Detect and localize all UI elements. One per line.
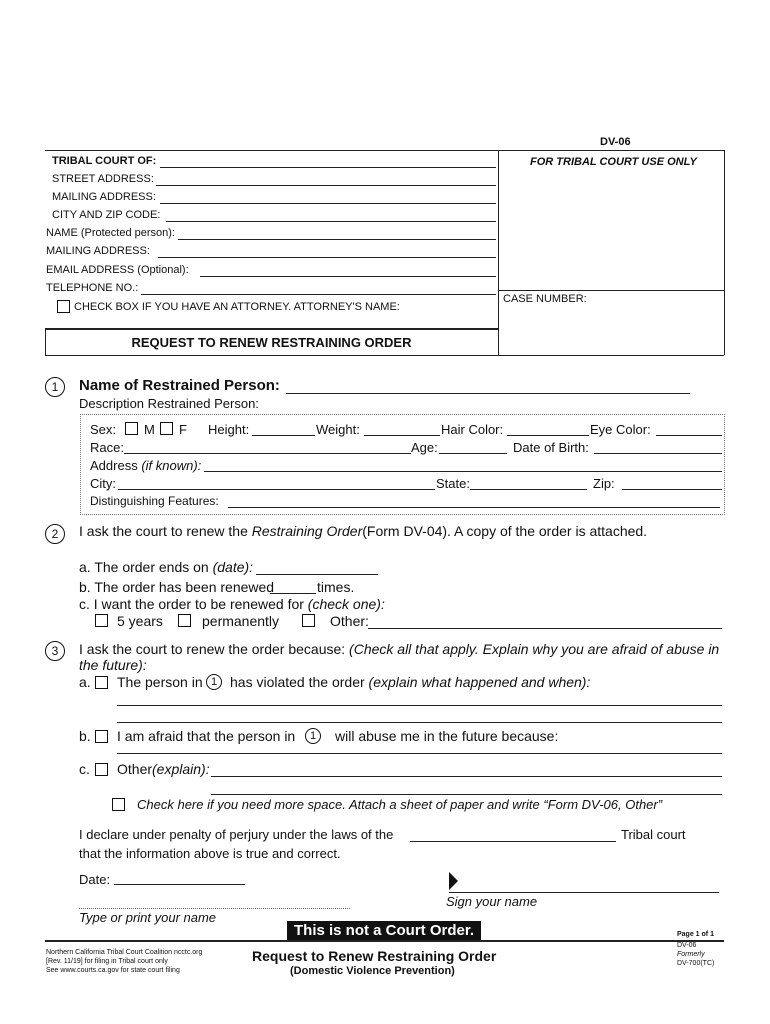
footer-page: Page 1 of 1 (677, 931, 714, 938)
mailing-address-field[interactable] (160, 203, 496, 204)
reason-a-line-2[interactable] (117, 722, 722, 723)
dob-label: Date of Birth: (513, 440, 589, 455)
reason-a-pre: The person in (117, 674, 203, 690)
header-top-border (45, 150, 724, 151)
reason-a-checkbox[interactable] (95, 676, 108, 689)
restrained-name-label: Name of Restrained Person: (79, 377, 280, 394)
reason-b-checkbox[interactable] (95, 730, 108, 743)
telephone-field[interactable] (141, 294, 496, 295)
section-2-text (79, 523, 647, 539)
reason-a-italic: (explain what happened and when): (368, 674, 591, 690)
footer-left-1: Northern California Tribal Court Coalition ncctc.org (46, 949, 203, 956)
telephone-label: TELEPHONE NO.: (46, 282, 139, 294)
city-label: City: (90, 476, 116, 491)
renew-permanently-checkbox[interactable] (178, 614, 191, 627)
hair-color-label: Hair Color: (441, 422, 504, 437)
name-protected-label: NAME (Protected person): (46, 227, 175, 239)
height-label: Height: (208, 422, 250, 437)
declare-line-2: that the information above is true and correct. (79, 846, 341, 861)
sign-arrow-icon (449, 872, 458, 890)
section-2-text-pre: I ask the court to renew the (79, 523, 252, 539)
email-label: EMAIL ADDRESS (Optional): (46, 264, 189, 276)
page-title: REQUEST TO RENEW RESTRAINING ORDER (131, 335, 412, 350)
print-name-field[interactable] (79, 908, 350, 909)
court-use-only: FOR TRIBAL COURT USE ONLY (530, 156, 697, 168)
weight-field[interactable] (364, 435, 440, 436)
order-ends-pre: a. The order ends on (79, 559, 213, 575)
footer-rule (45, 940, 724, 942)
header-right-border (724, 150, 725, 355)
case-number-label: CASE NUMBER: (503, 293, 587, 305)
state-field[interactable] (470, 489, 587, 490)
name-protected-field[interactable] (178, 239, 496, 240)
title-bottom-border (45, 355, 724, 356)
section-2-marker: 2 (45, 524, 65, 544)
features-field[interactable] (228, 507, 720, 508)
section-3-text-italic: (Check all that apply. Explain why you are afraid of abuse in (349, 641, 720, 657)
reason-b-ref: 1 (305, 728, 321, 744)
section-3-marker: 3 (45, 641, 65, 661)
order-ends-italic: (date): (212, 559, 254, 575)
declare-pre: I declare under penalty of perjury under the laws of the (79, 827, 394, 842)
sex-f-label: F (179, 422, 187, 437)
sign-name-label: Sign your name (446, 894, 538, 909)
section-3-text-italic-2: the future): (79, 657, 147, 673)
footer-subtitle: (Domestic Violence Prevention) (290, 965, 455, 977)
section-2-text-italic: Restraining Order (251, 523, 363, 539)
renew-other-checkbox[interactable] (302, 614, 315, 627)
not-court-order-banner: This is not a Court Order. (287, 921, 481, 940)
city-zip-field[interactable] (166, 221, 496, 222)
renew-for-pre: c. I want the order to be renewed for (79, 596, 308, 612)
restrained-name-field[interactable] (286, 393, 690, 394)
eye-color-label: Eye Color: (590, 422, 651, 437)
section-1-marker: 1 (45, 377, 65, 397)
tribal-court-field[interactable] (160, 167, 496, 168)
renew-for-italic: (check one): (307, 596, 385, 612)
address-label-group (90, 458, 201, 473)
renew-5-years-checkbox[interactable] (95, 614, 108, 627)
reason-c-line-2[interactable] (211, 794, 722, 795)
footer-form: DV-06 (677, 942, 697, 949)
reason-a-mid: has violated the order (230, 674, 369, 690)
street-address-field[interactable] (156, 185, 496, 186)
zip-label: Zip: (593, 476, 615, 491)
weight-label: Weight: (316, 422, 360, 437)
eye-color-field[interactable] (656, 435, 722, 436)
reason-c-line-1[interactable] (211, 776, 722, 777)
title-top-border (45, 328, 498, 330)
reason-c-letter: c. (79, 761, 90, 777)
date-field[interactable] (114, 884, 245, 885)
mailing-address-label: MAILING ADDRESS: (52, 191, 156, 203)
form-id: DV-06 (600, 136, 631, 148)
reason-c-pre: Other (117, 761, 153, 777)
sex-label: Sex: (90, 422, 117, 437)
renew-permanently-label: permanently (202, 613, 280, 629)
more-space-checkbox[interactable] (112, 798, 125, 811)
case-number-border (498, 290, 724, 291)
hair-color-field[interactable] (507, 435, 589, 436)
more-space-label: Check here if you need more space. Attach a sheet of paper and write “Form DV-06, Other” (137, 797, 663, 812)
order-ends-label (79, 559, 253, 575)
renewed-label: b. The order has been renewed (79, 579, 275, 595)
reason-b-line[interactable] (117, 753, 722, 754)
renewed-times-field[interactable] (270, 593, 316, 594)
renew-other-field[interactable] (368, 628, 722, 629)
address-label: Address (90, 458, 138, 473)
attorney-label: CHECK BOX IF YOU HAVE AN ATTORNEY. ATTORNEY'S NAME: (74, 301, 400, 313)
reason-a-ref: 1 (206, 674, 222, 690)
state-label: State: (436, 476, 470, 491)
header-divider (498, 150, 499, 355)
date-label: Date: (79, 872, 111, 887)
renew-other-label: Other: (330, 613, 369, 629)
sex-m-checkbox[interactable] (125, 422, 138, 435)
renew-for-label (79, 596, 385, 612)
reason-c-checkbox[interactable] (95, 763, 108, 776)
signature-field[interactable] (449, 892, 719, 893)
order-ends-field[interactable] (256, 574, 378, 575)
zip-field[interactable] (622, 489, 722, 490)
age-label: Age: (411, 440, 438, 455)
reason-a-letter: a. (79, 674, 91, 690)
tribal-court-label: TRIBAL COURT OF: (52, 155, 157, 167)
footer-form-block (677, 941, 714, 968)
section-3-text-pre: I ask the court to renew the order because: (79, 641, 350, 657)
reason-c-text (117, 761, 210, 777)
footer-formerly: Formerly (677, 951, 705, 958)
reason-b-pre: I am afraid that the person in (117, 728, 296, 744)
description-label: Description Restrained Person: (79, 396, 259, 411)
reason-a-line-1[interactable] (117, 705, 722, 706)
footer-formerly-id: DV-700(TC) (677, 960, 715, 967)
mailing-address2-label: MAILING ADDRESS: (46, 245, 150, 257)
email-field[interactable] (200, 276, 496, 277)
footer-left-2: [Rev. 11/19] for filing in Tribal court only (46, 958, 168, 965)
city-zip-label: CITY AND ZIP CODE: (52, 209, 161, 221)
renew-5-years-label: 5 years (117, 613, 163, 629)
footer-title: Request to Renew Restraining Order (252, 948, 497, 964)
court-name-field[interactable] (410, 841, 616, 842)
reason-b-post: will abuse me in the future because: (335, 728, 559, 744)
height-field[interactable] (252, 435, 315, 436)
city-field[interactable] (118, 489, 435, 490)
print-name-label: Type or print your name (79, 910, 217, 925)
street-address-label: STREET ADDRESS: (52, 173, 154, 185)
footer-left-3: See www.courts.ca.gov for state court filing (46, 967, 180, 974)
reason-a-text (230, 674, 590, 690)
section-3-text (79, 641, 724, 657)
section-2-text-post: (Form DV-04). A copy of the order is attached. (362, 523, 648, 539)
mailing-address2-field[interactable] (158, 257, 496, 258)
declare-post: Tribal court (621, 827, 686, 842)
reason-c-italic: (explain): (152, 761, 210, 777)
attorney-checkbox[interactable] (57, 300, 70, 313)
footer-left (46, 948, 202, 975)
age-field[interactable] (439, 453, 507, 454)
if-known-label: (if known): (141, 458, 202, 473)
dob-field[interactable] (594, 453, 722, 454)
sex-f-checkbox[interactable] (160, 422, 173, 435)
race-label: Race: (90, 440, 124, 455)
renewed-times-label: times. (317, 579, 355, 595)
features-label: Distinguishing Features: (90, 494, 219, 508)
sex-m-label: M (144, 422, 155, 437)
race-field[interactable] (124, 453, 411, 454)
reason-b-letter: b. (79, 728, 91, 744)
address-field[interactable] (204, 471, 722, 472)
